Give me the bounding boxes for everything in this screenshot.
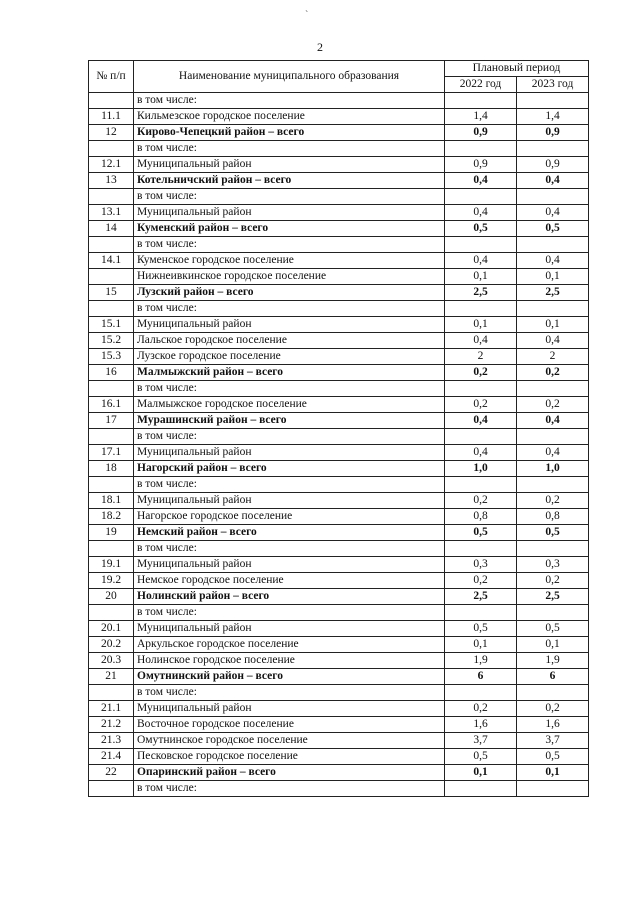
row-number: 20.3 [89, 653, 134, 669]
row-name: Омутнинский район – всего [134, 669, 445, 685]
row-value-2023: 0,5 [517, 749, 589, 765]
row-value-2022 [445, 93, 517, 109]
row-name: Муниципальный район [134, 445, 445, 461]
row-name: в том числе: [134, 605, 445, 621]
row-number: 21.1 [89, 701, 134, 717]
row-number: 12 [89, 125, 134, 141]
header-num: № п/п [89, 61, 134, 93]
row-value-2022: 1,9 [445, 653, 517, 669]
row-number: 21 [89, 669, 134, 685]
table-row [89, 125, 589, 141]
row-value-2023: 2,5 [517, 589, 589, 605]
row-value-2022 [445, 189, 517, 205]
row-value-2022: 0,1 [445, 317, 517, 333]
row-name: Нолинский район – всего [134, 589, 445, 605]
row-value-2023: 2 [517, 349, 589, 365]
row-value-2023: 0,4 [517, 333, 589, 349]
row-number [89, 269, 134, 285]
table-row [89, 589, 589, 605]
row-name: Муниципальный район [134, 157, 445, 173]
row-number [89, 301, 134, 317]
row-value-2022: 0,1 [445, 269, 517, 285]
row-value-2023: 0,5 [517, 525, 589, 541]
row-value-2022 [445, 781, 517, 797]
row-number [89, 685, 134, 701]
row-number: 18.1 [89, 493, 134, 509]
row-value-2023: 1,9 [517, 653, 589, 669]
table-row [89, 285, 589, 301]
row-name: в том числе: [134, 237, 445, 253]
row-value-2023: 1,4 [517, 109, 589, 125]
row-number [89, 477, 134, 493]
row-value-2022: 0,5 [445, 525, 517, 541]
row-value-2023 [517, 605, 589, 621]
row-value-2022: 0,4 [445, 413, 517, 429]
row-name: Лузское городское поселение [134, 349, 445, 365]
table-row [89, 429, 589, 445]
row-number [89, 141, 134, 157]
row-value-2022 [445, 685, 517, 701]
row-number [89, 237, 134, 253]
table-row [89, 397, 589, 413]
table-row [89, 173, 589, 189]
row-value-2023: 0,4 [517, 413, 589, 429]
row-number [89, 541, 134, 557]
table-row [89, 205, 589, 221]
row-number: 21.2 [89, 717, 134, 733]
row-value-2023 [517, 429, 589, 445]
table-row [89, 461, 589, 477]
row-name: Муниципальный район [134, 701, 445, 717]
table-row [89, 605, 589, 621]
row-number: 17.1 [89, 445, 134, 461]
row-name: Кирово-Чепецкий район – всего [134, 125, 445, 141]
row-value-2022: 0,4 [445, 445, 517, 461]
header-period: Плановый период [445, 61, 589, 77]
table-row [89, 493, 589, 509]
table-row [89, 781, 589, 797]
table-row [89, 109, 589, 125]
table-row [89, 685, 589, 701]
row-number: 18 [89, 461, 134, 477]
row-value-2022: 0,5 [445, 221, 517, 237]
table-row [89, 189, 589, 205]
row-value-2023 [517, 541, 589, 557]
table-row [89, 717, 589, 733]
row-value-2023: 0,4 [517, 173, 589, 189]
row-value-2023: 0,5 [517, 221, 589, 237]
row-value-2023: 0,1 [517, 317, 589, 333]
table-row [89, 653, 589, 669]
row-value-2022: 0,4 [445, 173, 517, 189]
row-name: Опаринский район – всего [134, 765, 445, 781]
row-name: в том числе: [134, 141, 445, 157]
row-number: 22 [89, 765, 134, 781]
table-row [89, 157, 589, 173]
row-name: Муниципальный район [134, 317, 445, 333]
row-name: Кильмезское городское поселение [134, 109, 445, 125]
row-name: Аркульское городское поселение [134, 637, 445, 653]
row-value-2022: 0,4 [445, 333, 517, 349]
row-value-2022 [445, 237, 517, 253]
row-value-2023: 0,1 [517, 765, 589, 781]
table-row [89, 381, 589, 397]
row-value-2022: 0,3 [445, 557, 517, 573]
row-value-2022 [445, 429, 517, 445]
row-number: 20.1 [89, 621, 134, 637]
row-name: Нолинское городское поселение [134, 653, 445, 669]
table-row [89, 669, 589, 685]
row-name: Песковское городское поселение [134, 749, 445, 765]
row-value-2023: 0,4 [517, 445, 589, 461]
row-number: 15.1 [89, 317, 134, 333]
row-name: в том числе: [134, 541, 445, 557]
row-value-2022: 6 [445, 669, 517, 685]
table-row [89, 301, 589, 317]
row-value-2022 [445, 381, 517, 397]
row-name: Малмыжский район – всего [134, 365, 445, 381]
row-value-2022: 0,8 [445, 509, 517, 525]
row-value-2023: 0,1 [517, 637, 589, 653]
row-name: Малмыжское городское поселение [134, 397, 445, 413]
row-value-2022: 0,5 [445, 621, 517, 637]
header-year-2023: 2023 год [517, 77, 589, 93]
row-name: в том числе: [134, 685, 445, 701]
table-row [89, 445, 589, 461]
row-number: 12.1 [89, 157, 134, 173]
row-value-2022: 2,5 [445, 285, 517, 301]
row-value-2023: 0,4 [517, 253, 589, 269]
row-number [89, 93, 134, 109]
row-name: Куменский район – всего [134, 221, 445, 237]
row-value-2022: 1,4 [445, 109, 517, 125]
row-number: 20 [89, 589, 134, 605]
row-number [89, 189, 134, 205]
row-name: Куменское городское поселение [134, 253, 445, 269]
row-value-2022 [445, 541, 517, 557]
row-number: 15 [89, 285, 134, 301]
table-row [89, 349, 589, 365]
row-value-2022: 0,4 [445, 253, 517, 269]
row-number: 21.4 [89, 749, 134, 765]
table-row [89, 637, 589, 653]
table-row [89, 621, 589, 637]
row-value-2023: 0,1 [517, 269, 589, 285]
page-speck: ` [305, 10, 309, 21]
row-value-2022: 0,1 [445, 765, 517, 781]
table-row [89, 253, 589, 269]
row-name: Восточное городское поселение [134, 717, 445, 733]
row-value-2022 [445, 477, 517, 493]
table-row [89, 93, 589, 109]
row-value-2023: 0,5 [517, 621, 589, 637]
row-name: Лальское городское поселение [134, 333, 445, 349]
row-value-2022: 0,2 [445, 397, 517, 413]
table-row [89, 477, 589, 493]
row-number: 11.1 [89, 109, 134, 125]
row-name: Немский район – всего [134, 525, 445, 541]
row-value-2022 [445, 301, 517, 317]
row-value-2022: 1,6 [445, 717, 517, 733]
row-number: 18.2 [89, 509, 134, 525]
row-number [89, 781, 134, 797]
row-value-2023: 0,9 [517, 125, 589, 141]
header-name: Наименование муниципального образования [134, 61, 445, 93]
row-number: 19.1 [89, 557, 134, 573]
row-value-2023 [517, 141, 589, 157]
page-number: 2 [317, 40, 323, 54]
row-name: в том числе: [134, 301, 445, 317]
row-value-2023: 6 [517, 669, 589, 685]
row-value-2022 [445, 141, 517, 157]
row-name: Муниципальный район [134, 493, 445, 509]
row-value-2023 [517, 189, 589, 205]
row-value-2023: 1,6 [517, 717, 589, 733]
row-number: 13.1 [89, 205, 134, 221]
row-value-2023: 0,8 [517, 509, 589, 525]
row-value-2022: 0,5 [445, 749, 517, 765]
row-value-2022 [445, 605, 517, 621]
row-name: Нагорский район – всего [134, 461, 445, 477]
row-value-2023 [517, 477, 589, 493]
row-name: Немское городское поселение [134, 573, 445, 589]
row-number: 15.3 [89, 349, 134, 365]
row-value-2023 [517, 381, 589, 397]
row-number: 17 [89, 413, 134, 429]
row-number [89, 381, 134, 397]
row-value-2022: 2 [445, 349, 517, 365]
row-value-2023: 0,2 [517, 493, 589, 509]
table-row [89, 237, 589, 253]
row-value-2023: 0,2 [517, 701, 589, 717]
row-name: в том числе: [134, 429, 445, 445]
row-value-2023 [517, 301, 589, 317]
row-value-2022: 0,1 [445, 637, 517, 653]
table-row [89, 749, 589, 765]
row-value-2023 [517, 685, 589, 701]
row-value-2023: 0,2 [517, 365, 589, 381]
municipal-table [88, 60, 589, 797]
row-value-2023: 0,2 [517, 397, 589, 413]
row-name: Лузский район – всего [134, 285, 445, 301]
row-number: 14 [89, 221, 134, 237]
row-value-2023: 0,9 [517, 157, 589, 173]
row-name: Муниципальный район [134, 557, 445, 573]
table-row [89, 557, 589, 573]
header-year-2022: 2022 год [445, 77, 517, 93]
row-name: в том числе: [134, 477, 445, 493]
row-value-2022: 0,2 [445, 573, 517, 589]
table-row [89, 541, 589, 557]
row-name: в том числе: [134, 189, 445, 205]
row-name: Нагорское городское поселение [134, 509, 445, 525]
row-value-2023: 1,0 [517, 461, 589, 477]
row-value-2023: 2,5 [517, 285, 589, 301]
table-row [89, 413, 589, 429]
table-row [89, 733, 589, 749]
row-value-2022: 0,2 [445, 493, 517, 509]
row-name: в том числе: [134, 381, 445, 397]
row-number: 14.1 [89, 253, 134, 269]
row-number [89, 605, 134, 621]
table-row [89, 221, 589, 237]
row-value-2023: 0,2 [517, 573, 589, 589]
row-number: 19.2 [89, 573, 134, 589]
row-number: 16.1 [89, 397, 134, 413]
table-row [89, 317, 589, 333]
row-name: в том числе: [134, 93, 445, 109]
row-name: Нижнеивкинское городское поселение [134, 269, 445, 285]
row-name: Муниципальный район [134, 205, 445, 221]
row-value-2022: 0,9 [445, 125, 517, 141]
row-value-2023 [517, 237, 589, 253]
table-row [89, 333, 589, 349]
table-row [89, 525, 589, 541]
row-name: Котельничский район – всего [134, 173, 445, 189]
row-value-2023: 3,7 [517, 733, 589, 749]
row-number [89, 429, 134, 445]
table-row [89, 573, 589, 589]
row-value-2022: 3,7 [445, 733, 517, 749]
table-row [89, 509, 589, 525]
table-row [89, 141, 589, 157]
table-body [89, 93, 589, 797]
row-value-2023: 0,3 [517, 557, 589, 573]
row-number: 20.2 [89, 637, 134, 653]
row-number: 15.2 [89, 333, 134, 349]
row-name: Мурашинский район – всего [134, 413, 445, 429]
row-name: в том числе: [134, 781, 445, 797]
row-number: 21.3 [89, 733, 134, 749]
row-value-2023: 0,4 [517, 205, 589, 221]
row-value-2022: 0,4 [445, 205, 517, 221]
row-value-2023 [517, 93, 589, 109]
row-value-2022: 2,5 [445, 589, 517, 605]
row-value-2022: 0,2 [445, 701, 517, 717]
table-row [89, 765, 589, 781]
row-value-2022: 0,2 [445, 365, 517, 381]
row-name: Муниципальный район [134, 621, 445, 637]
table-row [89, 701, 589, 717]
row-number: 16 [89, 365, 134, 381]
row-number: 19 [89, 525, 134, 541]
row-value-2022: 1,0 [445, 461, 517, 477]
row-value-2023 [517, 781, 589, 797]
table-row [89, 365, 589, 381]
row-number: 13 [89, 173, 134, 189]
table-row [89, 269, 589, 285]
row-name: Омутнинское городское поселение [134, 733, 445, 749]
row-value-2022: 0,9 [445, 157, 517, 173]
